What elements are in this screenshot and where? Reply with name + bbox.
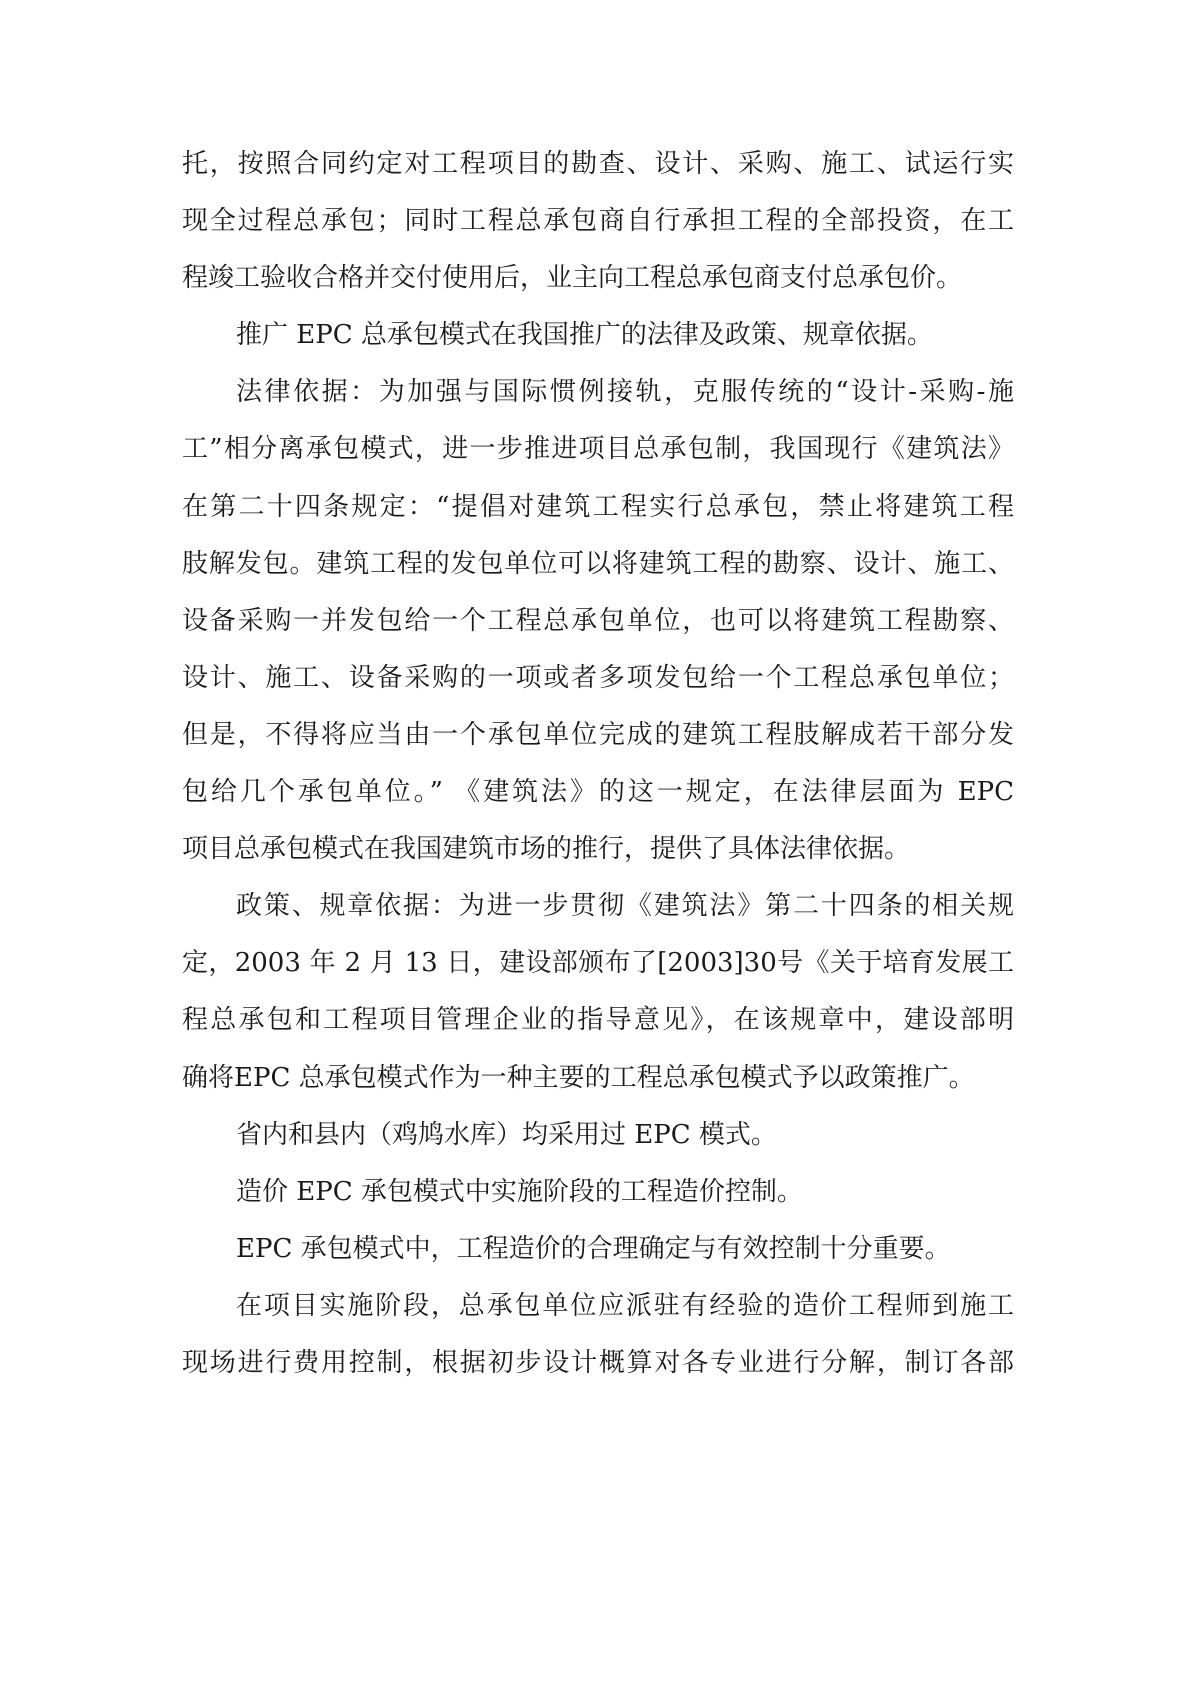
text-line: 造价 EPC 承包模式中实施阶段的工程造价控制。 (236, 1176, 803, 1207)
text-line: 确将EPC 总承包模式作为一种主要的工程总承包模式予以政策推广。 (182, 1062, 975, 1093)
text-line: 省内和县内（鸡鸠水库）均采用过 EPC 模式。 (236, 1119, 777, 1150)
text-line: 设备采购一并发包给一个工程总承包单位，也可以将建筑工程勘察、 (182, 605, 1014, 636)
text-line: 设计、施工、设备采购的一项或者多项发包给一个工程总承包单位； (182, 662, 1014, 693)
text-line: 现场进行费用控制，根据初步设计概算对各专业进行分解，制订各部 (182, 1347, 1014, 1378)
text-line: 在项目实施阶段，总承包单位应派驻有经验的造价工程师到施工 (236, 1290, 1014, 1321)
text-line: EPC 承包模式中，工程造价的合理确定与有效控制十分重要。 (236, 1233, 951, 1264)
text-line: 但是，不得将应当由一个承包单位完成的建筑工程肢解成若干部分发 (182, 719, 1014, 750)
text-line: 托，按照合同约定对工程项目的勘查、设计、采购、施工、试运行实 (182, 149, 1014, 179)
text-line: 项目总承包模式在我国建筑市场的推行，提供了具体法律依据。 (182, 834, 911, 865)
text-line: 定，2003 年 2 月 13 日，建设部颁布了[2003]30号《关于培育发展工 (182, 948, 1014, 979)
text-line: 肢解发包。建筑工程的发包单位可以将建筑工程的勘察、设计、施工、 (182, 548, 1014, 579)
text-line: 包给几个承包单位。” 《建筑法》的这一规定，在法律层面为 EPC (182, 777, 1014, 808)
text-line: 政策、规章依据：为进一步贯彻《建筑法》第二十四条的相关规 (236, 891, 1014, 922)
text-line: 程竣工验收合格并交付使用后，业主向工程总承包商支付总承包价。 (182, 263, 963, 294)
text-line: 推广 EPC 总承包模式在我国推广的法律及政策、规章依据。 (236, 320, 933, 351)
text-line: 程总承包和工程项目管理企业的指导意见》，在该规章中，建设部明 (182, 1005, 1014, 1036)
text-line: 在第二十四条规定：“提倡对建筑工程实行总承包，禁止将建筑工程 (182, 491, 1014, 522)
text-line: 法律依据：为加强与国际惯例接轨，克服传统的“设计-采购-施 (236, 377, 1014, 408)
text-line: 工”相分离承包模式，进一步推进项目总承包制，我国现行《建筑法》 (182, 434, 1014, 465)
text-line: 现全过程总承包；同时工程总承包商自行承担工程的全部投资，在工 (182, 206, 1014, 237)
body-text (182, 136, 1014, 1392)
